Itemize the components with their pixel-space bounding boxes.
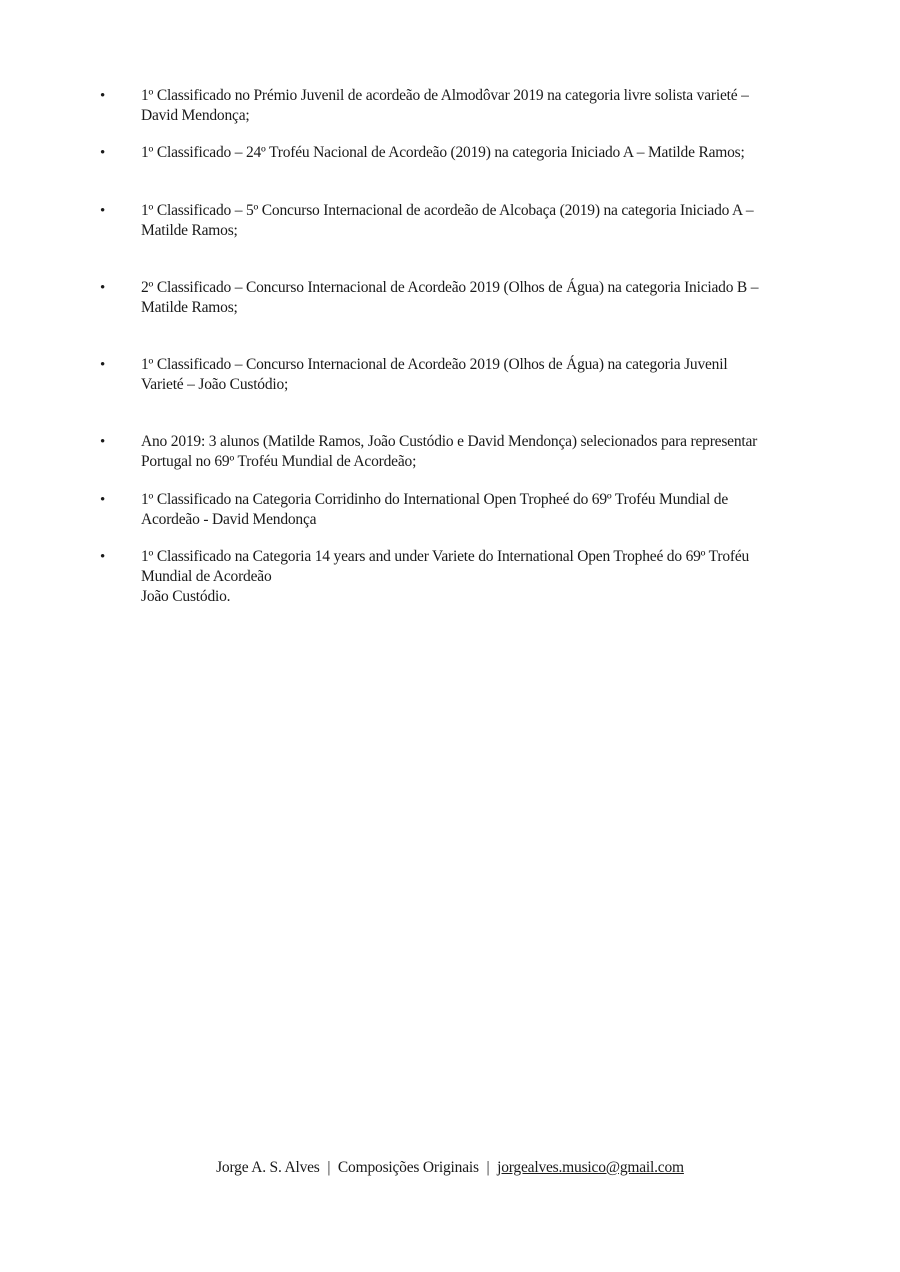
list-item	[100, 201, 800, 241]
list-item-text: 1º Classificado na Categoria 14 years and under Variete do International Open Tropheé do 69º Troféu Mundial de Acordeão João Custódio.	[141, 548, 750, 605]
list-item	[100, 355, 800, 395]
footer-subtitle: Composições Originais	[337, 1159, 479, 1176]
bullet-icon: •	[100, 549, 106, 565]
bullet-icon: •	[100, 492, 106, 508]
list-item-text: 1º Classificado – Concurso Internacional de Acordeão 2019 (Olhos de Água) na categoria Juvenil Varieté – João Custódio;	[141, 356, 728, 393]
bullet-icon: •	[100, 203, 106, 219]
bullet-icon: •	[100, 357, 106, 373]
list-item	[100, 490, 800, 530]
list-item-text: 2º Classificado – Concurso Internacional de Acordeão 2019 (Olhos de Água) na categoria Iniciado B – Matilde Ramos;	[141, 279, 759, 316]
bullet-icon: •	[100, 434, 106, 450]
footer-email-link[interactable]: jorgealves.musico@gmail.com	[497, 1159, 684, 1176]
list-item	[100, 432, 800, 472]
bullet-icon: •	[100, 145, 106, 161]
bullet-icon: •	[100, 280, 106, 296]
bullet-icon: •	[100, 88, 106, 104]
page-footer	[0, 1158, 900, 1178]
list-item-text: 1º Classificado no Prémio Juvenil de acordeão de Almodôvar 2019 na categoria livre solista varieté – David Mendonça;	[141, 87, 749, 124]
list-item	[100, 547, 800, 607]
list-item-text: 1º Classificado na Categoria Corridinho do International Open Tropheé do 69º Troféu Mundial de Acordeão - David Mendonça	[141, 491, 729, 528]
list-item	[100, 278, 800, 318]
list-item	[100, 143, 800, 163]
list-item-text: 1º Classificado – 5º Concurso Internacional de acordeão de Alcobaça (2019) na categoria Iniciado A – Matilde Ramos;	[141, 202, 754, 239]
footer-separator: |	[327, 1159, 331, 1176]
list-item-text: 1º Classificado – 24º Troféu Nacional de Acordeão (2019) na categoria Iniciado A – Matilde Ramos;	[141, 144, 745, 161]
list-item-text: Ano 2019: 3 alunos (Matilde Ramos, João Custódio e David Mendonça) selecionados para representar Portugal no 69º Troféu Mundial de Acordeão;	[141, 433, 758, 470]
footer-separator: |	[486, 1159, 490, 1176]
footer-author-name: Jorge A. S. Alves	[216, 1159, 320, 1176]
list-item	[100, 86, 800, 126]
